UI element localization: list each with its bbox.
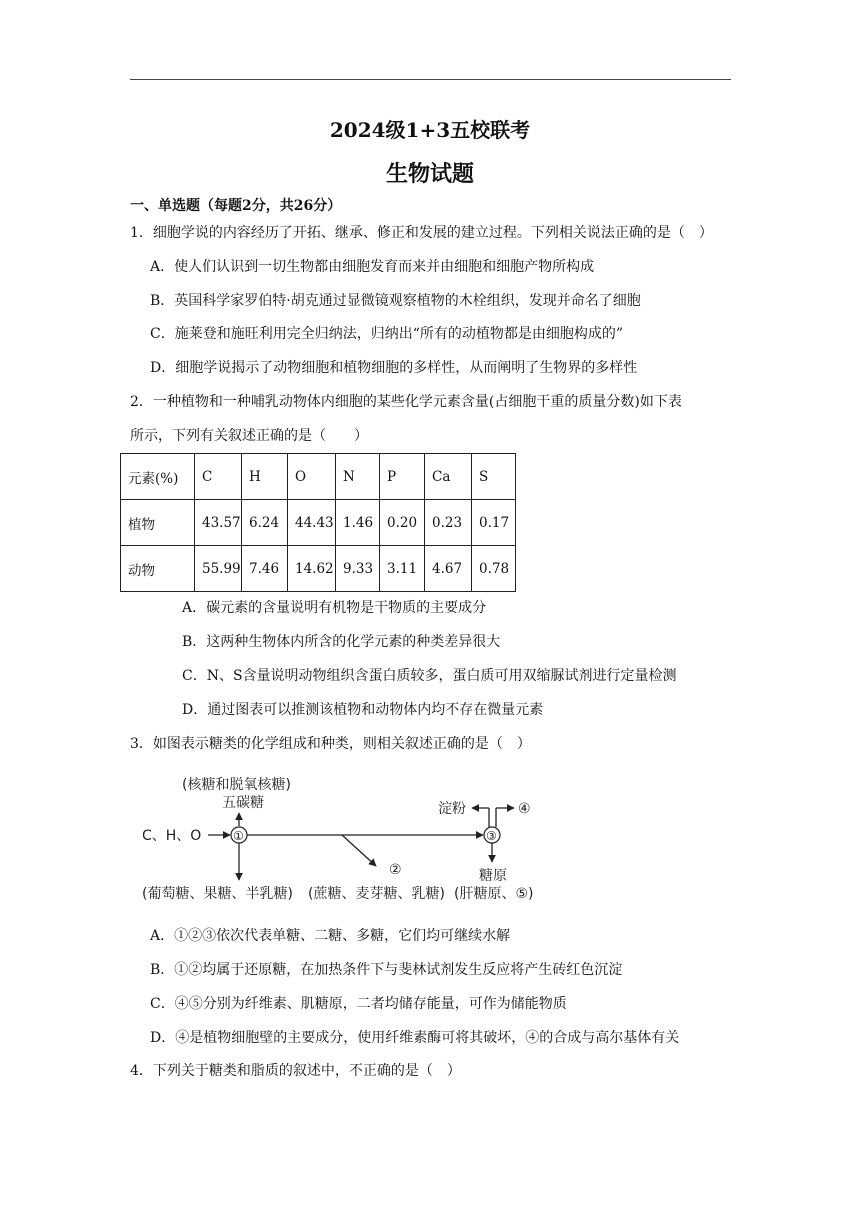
- node-1-label: ①: [233, 829, 244, 843]
- table-cell: 元素(%): [121, 454, 195, 500]
- table-cell: 9.33: [336, 546, 380, 592]
- table-cell: 7.46: [242, 546, 288, 592]
- table-cell: N: [336, 454, 380, 500]
- polysaccharides-label: (肝糖原、⑤): [454, 886, 534, 902]
- q2-stem-line2: 所示，下列有关叙述正确的是（ ）: [130, 428, 368, 444]
- table-cell: 4.67: [425, 546, 472, 592]
- node-4-label: ④: [518, 801, 531, 817]
- monosaccharides-label: (葡萄糖、果糖、半乳糖): [142, 886, 293, 902]
- table-row: [121, 546, 516, 592]
- exam-title: 2024级1+3五校联考: [329, 118, 531, 142]
- q1-option-b: B．英国科学家罗伯特·胡克通过显微镜观察植物的木栓组织，发现并命名了细胞: [150, 293, 641, 309]
- table-cell: 6.24: [242, 500, 288, 546]
- q2-option-a: A．碳元素的含量说明有机物是干物质的主要成分: [182, 600, 487, 616]
- table-cell: H: [242, 454, 288, 500]
- header-rule: [130, 79, 731, 80]
- q1-option-c: C．施莱登和施旺利用完全归纳法，归纳出“所有的动植物都是由细胞构成的”: [150, 326, 624, 342]
- table-cell: 14.62: [288, 546, 336, 592]
- q1-option-a: A．使人们认识到一切生物都由细胞发育而来并由细胞和细胞产物所构成: [150, 259, 595, 275]
- q2-option-b: B．这两种生物体内所含的化学元素的种类差异很大: [182, 634, 501, 650]
- table-cell: S: [472, 454, 516, 500]
- table-cell: 1.46: [336, 500, 380, 546]
- sugar-classification-diagram: [130, 770, 560, 910]
- q1-option-d: D．细胞学说揭示了动物细胞和植物细胞的多样性，从而阐明了生物界的多样性: [150, 360, 638, 376]
- starch-label: 淀粉: [438, 801, 466, 817]
- arrow-to-2: [342, 835, 376, 866]
- table-cell: 3.11: [380, 546, 425, 592]
- pentose-label: 五碳糖: [222, 795, 264, 811]
- q3-stem: 3．如图表示糖类的化学组成和种类，则相关叙述正确的是（ ）: [130, 736, 531, 752]
- exam-subtitle: 生物试题: [385, 161, 474, 187]
- table-cell: 55.99: [195, 546, 242, 592]
- table-cell: Ca: [425, 454, 472, 500]
- table-cell: 0.78: [472, 546, 516, 592]
- table-cell: 动物: [121, 546, 195, 592]
- ribose-deoxyribose-label: (核糖和脱氧核糖): [182, 777, 291, 793]
- table-cell: C: [195, 454, 242, 500]
- glycogen-label: 糖原: [479, 868, 507, 884]
- q1-stem: 1．细胞学说的内容经历了开拓、继承、修正和发展的建立过程。下列相关说法正确的是（ ）: [130, 225, 713, 241]
- q2-option-d: D．通过图表可以推测该植物和动物体内均不存在微量元素: [182, 702, 544, 718]
- node-2-label: ②: [389, 862, 402, 878]
- table-cell: 0.23: [425, 500, 472, 546]
- node-3-label: ③: [486, 829, 497, 843]
- q3-option-d: D．④是植物细胞壁的主要成分，使用纤维素酶可将其破坏，④的合成与高尔基体有关: [150, 1030, 680, 1046]
- q4-stem: 4．下列关于糖类和脂质的叙述中，不正确的是（ ）: [130, 1063, 461, 1079]
- elements-label: C、H、O: [142, 828, 202, 844]
- table-cell: 43.57: [195, 500, 242, 546]
- q3-option-b: B．①②均属于还原糖，在加热条件下与斐林试剂发生反应将产生砖红色沉淀: [150, 962, 623, 978]
- table-cell: 0.20: [380, 500, 425, 546]
- q3-option-a: A．①②③依次代表单糖、二糖、多糖，它们均可继续水解: [150, 928, 511, 944]
- table-cell: 44.43: [288, 500, 336, 546]
- disaccharides-label: (蔗糖、麦芽糖、乳糖): [308, 886, 445, 902]
- table-row: [121, 500, 516, 546]
- element-content-table: [120, 453, 516, 592]
- section-heading: 一、单选题（每题2分，共26分）: [130, 198, 342, 214]
- table-header-row: [121, 454, 516, 500]
- table-cell: P: [380, 454, 425, 500]
- table-cell: 0.17: [472, 500, 516, 546]
- q3-option-c: C．④⑤分别为纤维素、肌糖原，二者均储存能量，可作为储能物质: [150, 996, 567, 1012]
- table-cell: O: [288, 454, 336, 500]
- table-cell: 植物: [121, 500, 195, 546]
- q2-stem-line1: 2．一种植物和一种哺乳动物体内细胞的某些化学元素含量(占细胞干重的质量分数)如下表: [130, 394, 682, 410]
- q2-option-c: C．N、S含量说明动物组织含蛋白质较多，蛋白质可用双缩脲试剂进行定量检测: [182, 668, 677, 684]
